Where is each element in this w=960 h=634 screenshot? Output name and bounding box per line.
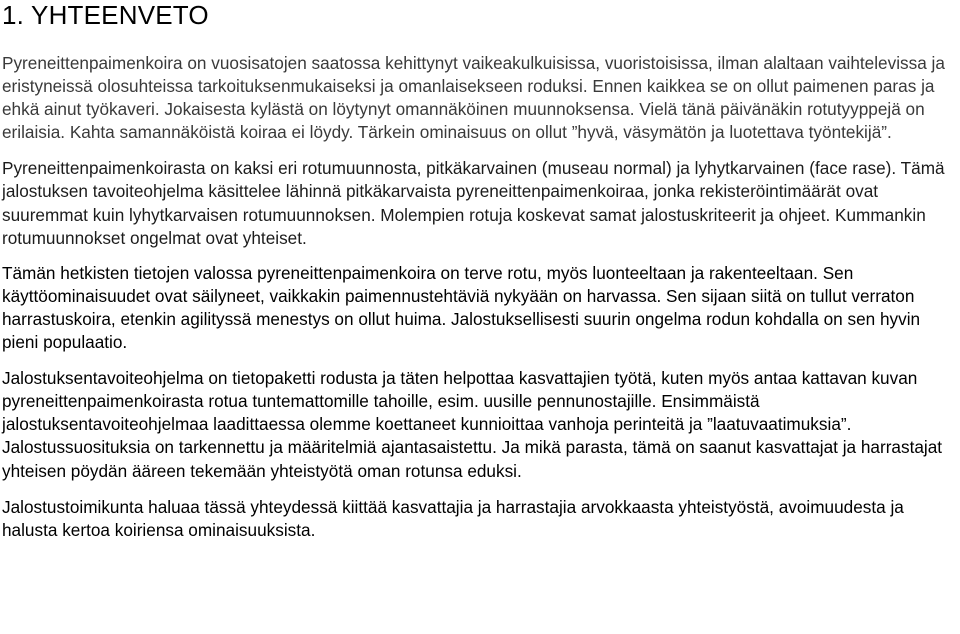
section-heading: 1. YHTEENVETO [2, 0, 209, 30]
paragraph-program-purpose: Jalostuksentavoiteohjelma on tietopaketti rodusta ja täten helpottaa kasvattajien työtä, kuten myös antaa kattavan kuvan pyreneittenpaimenkoirasta rotua tuntemattomille tahoille, esim. uusille pennunostajille. Ensimmäistä jalostuksentavoiteohjelmaa laadittaessa olemme koettaneet kunnioittaa vanhoja perinteitä ja ”laatuvaatimuksia”. Jalostussuosituksia on tarkennettu ja määritelmiä ajantasaistettu. Ja mikä parasta, tämä on saanut kasvattajat ja harrastajat yhteisen pöydän ääreen tekemään yhteistyötä oman rotunsa eduksi. [2, 368, 943, 481]
paragraph-health: Tämän hetkisten tietojen valossa pyreneittenpaimenkoira on terve rotu, myös luonteeltaan ja rakenteeltaan. Sen käyttöominaisuudet ovat säilyneet, vaikkakin paimennustehtäviä nykyään on harvassa. Sen sijaan siitä on tullut verraton harrastuskoira, etenkin agilityssä menestys on ollut huima. Jalostuksellisesti suurin ongelma rodun kohdalla on sen hyvin pieni populaatio. [2, 262, 921, 353]
paragraph-variants: Pyreneittenpaimenkoirasta on kaksi eri rotumuunnosta, pitkäkarvainen (museau normal) ja lyhytkarvainen (face rase). Tämä jalostuksen tavoiteohjelma käsittelee lähinnä pitkäkarvaista pyreneittenpaimenkoiraa, jonka rekisteröintimäärät ovat suuremmat kuin lyhytkarvaisen rotumuunnoksen. Molempien rotuja koskevat samat jalostuskriteerit ja ohjeet. Kummankin rotumuunnokset ongelmat ovat yhteiset. [2, 158, 945, 248]
paragraph-history: Pyreneittenpaimenkoira on vuosisatojen saatossa kehittynyt vaikeakulkuisissa, vuoristoisissa, ilman alaltaan vaihtelevissa ja eristyneissä olosuhteissa tarkoituksenmukaiseksi ja omanlaisekseen roduksi. Ennen kaikkea se on ollut paimenen paras ja ehkä ainut työkaveri. Jokaisesta kylästä on löytynyt omannäköinen muunnoksensa. Vielä tänä päivänäkin rotutyyppejä on erilaisia. Kahta samannäköistä koiraa ei löydy. Tärkein ominaisuus on ollut ”hyvä, väsymätön ja luotettava työntekijä”. [2, 53, 945, 143]
paragraph-thanks: Jalostustoimikunta haluaa tässä yhteydessä kiittää kasvattajia ja harrastajia arvokkaasta yhteistyöstä, avoimuudesta ja halusta kertoa koiriensa ominaisuuksista. [2, 496, 904, 540]
